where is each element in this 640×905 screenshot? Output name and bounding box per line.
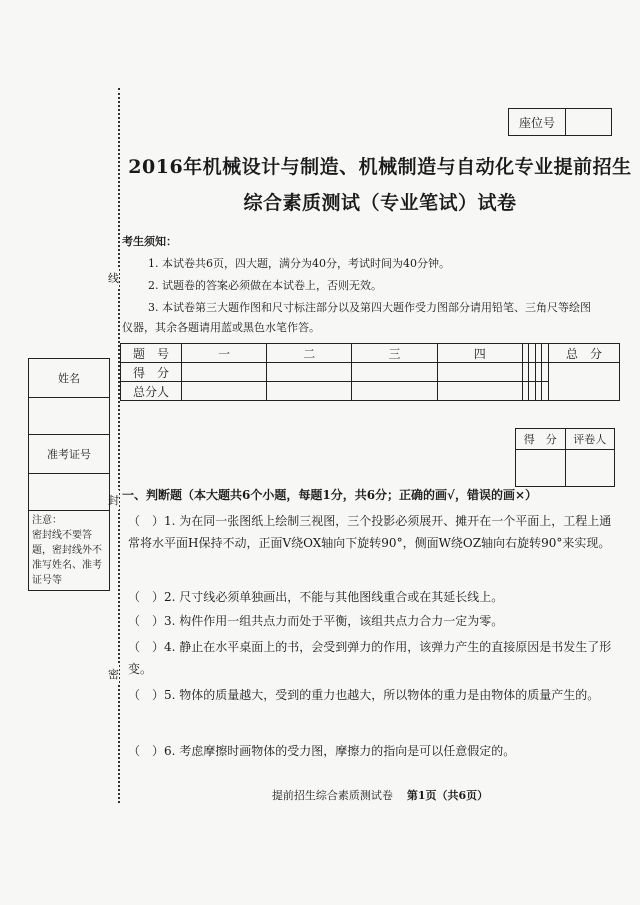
seal-char-mi: 密 xyxy=(108,664,119,684)
side-note-text: 密封线不要答题，密封线外不准写姓名、准考证号等 xyxy=(32,530,102,586)
exam-id-label: 准考证号 xyxy=(29,435,109,474)
seat-number-field[interactable] xyxy=(566,109,611,135)
score-header-cell: 题 号 xyxy=(121,344,182,363)
notice-item-2: 2. 试题卷的答案必须做在本试卷上，否则无效。 xyxy=(148,279,382,292)
score-row xyxy=(121,363,620,382)
question-5: （ ）5. 物体的质量越大，受到的重力也越大，所以物体的重力是由物体的质量产生的。 xyxy=(128,688,600,702)
exam-title-line1: 2016年机械设计与制造、机械制造与自动化专业提前招生 xyxy=(128,156,632,178)
grader-score-field[interactable] xyxy=(516,450,566,487)
footer-title: 提前招生综合素质测试卷 xyxy=(271,789,393,802)
name-field[interactable] xyxy=(29,398,109,435)
notice-item-1: 1. 本试卷共6页，四大题，满分为40分，考试时间为40分钟。 xyxy=(148,257,450,270)
footer-page-number: 第1页（共6页） xyxy=(406,789,489,802)
seat-number-box xyxy=(508,108,612,136)
notice-item-3: 3. 本试卷第三大题作图和尺寸标注部分以及第四大题作受力图部分请用铅笔、三角尺等绘图 xyxy=(148,301,591,314)
page-footer xyxy=(120,787,640,803)
side-note-title: 注意： xyxy=(32,515,62,526)
score-header-row xyxy=(121,344,620,363)
question-1: （ ）1. 为在同一张图纸上绘制三视图，三个投影必须展开、摊开在一个平面上，工程上通常将水平面H保持不动，正面V绕OX轴向下旋转90°，侧面W绕OZ轴向右旋转90°来实现。 xyxy=(128,514,612,550)
score-row xyxy=(121,382,620,401)
exam-title-line2: 综合素质测试（专业笔试）试卷 xyxy=(243,192,517,214)
question-3: （ ）3. 构件作用一组共点力而处于平衡，该组共点力合力一定为零。 xyxy=(128,614,504,628)
seat-number-label: 座位号 xyxy=(509,109,566,135)
seal-char-xian: 线 xyxy=(108,268,119,288)
notice-item-3-cont: 仪器，其余各题请用蓝或黑色水笔作答。 xyxy=(122,321,320,334)
notice-heading: 考生须知： xyxy=(122,235,177,248)
seal-char-feng: 封 xyxy=(108,490,119,510)
grader-score-label: 得 分 xyxy=(516,429,566,450)
score-header-cell: 二 xyxy=(267,344,352,363)
exam-id-field[interactable] xyxy=(29,474,109,511)
score-header-cell: 总 分 xyxy=(549,344,620,363)
score-header-cell: 四 xyxy=(437,344,522,363)
grader-reviewer-label: 评卷人 xyxy=(565,429,615,450)
question-4: （ ）4. 静止在水平桌面上的书，会受到弹力的作用，该弹力产生的直接原因是书发生了形变。 xyxy=(128,640,612,676)
candidate-info-box xyxy=(28,358,110,591)
question-6: （ ）6. 考虑摩擦时画物体的受力图，摩擦力的指向是可以任意假定的。 xyxy=(128,744,516,758)
score-table xyxy=(120,343,620,401)
score-header-cell: 三 xyxy=(352,344,437,363)
grader-box xyxy=(515,428,615,487)
score-header-cell: 一 xyxy=(182,344,267,363)
grader-reviewer-field[interactable] xyxy=(565,450,615,487)
name-label: 姓名 xyxy=(29,359,109,398)
side-note xyxy=(29,511,109,590)
question-2: （ ）2. 尺寸线必须单独画出，不能与其他图线重合或在其延长线上。 xyxy=(128,590,504,604)
score-row-label: 得 分 xyxy=(121,363,182,382)
score-row-label: 总分人 xyxy=(121,382,182,401)
section-1-title: 一、判断题（本大题共6个小题，每题1分，共6分；正确的画√，错误的画×） xyxy=(122,488,537,502)
score-header-cell xyxy=(542,344,549,363)
